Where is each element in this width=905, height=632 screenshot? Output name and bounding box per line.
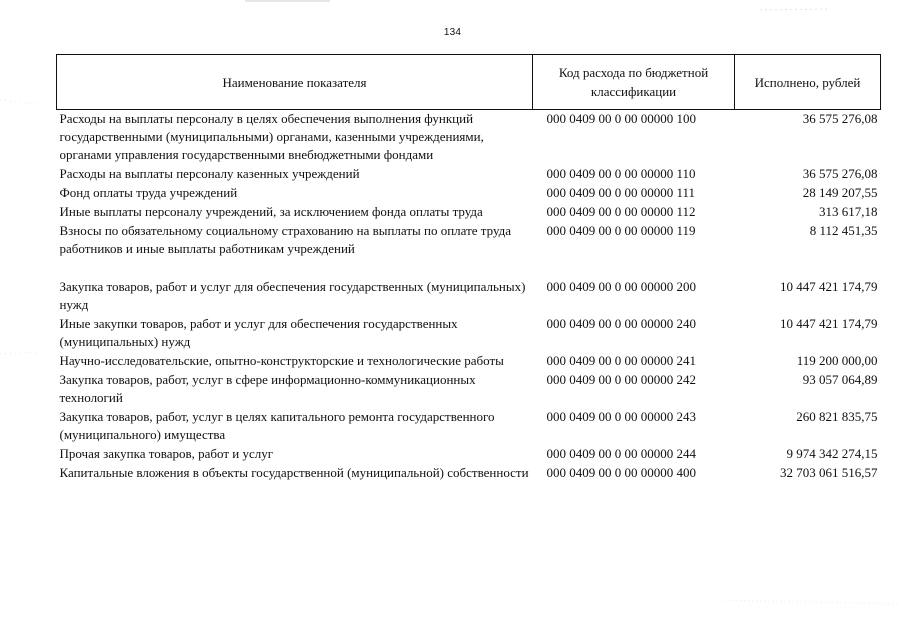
- table-row: [57, 165, 881, 184]
- header-name: Наименование показателя: [57, 55, 533, 110]
- row-name: Иные выплаты персоналу учреждений, за исключением фонда оплаты труда: [59, 204, 483, 219]
- table-row: [57, 464, 881, 483]
- row-name: Капитальные вложения в объекты государственной (муниципальной) собственности: [59, 465, 529, 480]
- row-amount: 9 974 342 274,15: [786, 446, 878, 461]
- row-amount: 8 112 451,35: [809, 223, 878, 238]
- table-row: [57, 222, 881, 259]
- row-spacer: [57, 259, 881, 278]
- table-header: [57, 55, 881, 110]
- table-row: [57, 203, 881, 222]
- row-code: 000 0409 00 0 00 00000 243: [546, 409, 696, 424]
- header-code: Код расхода по бюджетной классификации: [533, 55, 735, 110]
- table-row: [57, 371, 881, 408]
- row-name: Иные закупки товаров, работ и услуг для обеспечения государственных (муниципальных) нужд: [59, 316, 458, 349]
- table-row: [57, 445, 881, 464]
- row-code: 000 0409 00 0 00 00000 119: [546, 223, 696, 238]
- table-body: [57, 110, 881, 484]
- table-row: [57, 352, 881, 371]
- row-name: Прочая закупка товаров, работ и услуг: [59, 446, 274, 461]
- row-name: Расходы на выплаты персоналу казенных учреждений: [59, 166, 360, 181]
- row-name: Закупка товаров, работ, услуг в сфере информационно-коммуникационных технологий: [59, 372, 476, 405]
- table-row: [57, 315, 881, 352]
- row-amount: 119 200 000,00: [796, 353, 878, 368]
- row-name: Взносы по обязательному социальному страхованию на выплаты по оплате труда работников и иные выплаты работникам учреждений: [59, 223, 512, 256]
- row-code: 000 0409 00 0 00 00000 200: [546, 279, 696, 294]
- row-code: 000 0409 00 0 00 00000 111: [546, 185, 696, 200]
- row-code: 000 0409 00 0 00 00000 242: [546, 372, 696, 387]
- row-code: 000 0409 00 0 00 00000 100: [546, 111, 696, 126]
- row-amount: 36 575 276,08: [802, 111, 878, 126]
- row-amount: 93 057 064,89: [802, 372, 878, 387]
- row-name: Научно-исследовательские, опытно-конструкторские и технологические работы: [59, 353, 504, 368]
- table-row: [57, 184, 881, 203]
- row-amount: 36 575 276,08: [802, 166, 878, 181]
- table-row: [57, 278, 881, 315]
- row-name: Закупка товаров, работ, услуг в целях капитального ремонта государственного (муниципального) имущества: [59, 409, 495, 442]
- page-number: 134: [443, 27, 462, 38]
- row-amount: 260 821 835,75: [796, 409, 878, 424]
- row-code: 000 0409 00 0 00 00000 110: [546, 166, 696, 181]
- row-code: 000 0409 00 0 00 00000 244: [546, 446, 696, 461]
- row-name: Фонд оплаты труда учреждений: [59, 185, 238, 200]
- expenditure-table: [56, 54, 881, 483]
- row-code: 000 0409 00 0 00 00000 240: [546, 316, 696, 331]
- row-name: Расходы на выплаты персоналу в целях обеспечения выполнения функций государственными (муниципальными) органами, казенными учреждениями, органами управления государственными внебюджетными фондами: [59, 111, 484, 162]
- table-row: [57, 408, 881, 445]
- row-amount: 10 447 421 174,79: [780, 279, 878, 294]
- row-code: 000 0409 00 0 00 00000 400: [546, 465, 696, 480]
- table-row: [57, 110, 881, 166]
- row-code: 000 0409 00 0 00 00000 241: [546, 353, 696, 368]
- header-amount: Исполнено, рублей: [735, 55, 881, 110]
- row-amount: 313 617,18: [819, 204, 878, 219]
- row-name: Закупка товаров, работ и услуг для обеспечения государственных (муниципальных) нужд: [59, 279, 526, 312]
- row-amount: 28 149 207,55: [802, 185, 878, 200]
- row-amount: 10 447 421 174,79: [780, 316, 878, 331]
- row-code: 000 0409 00 0 00 00000 112: [546, 204, 696, 219]
- row-amount: 32 703 061 516,57: [780, 465, 878, 480]
